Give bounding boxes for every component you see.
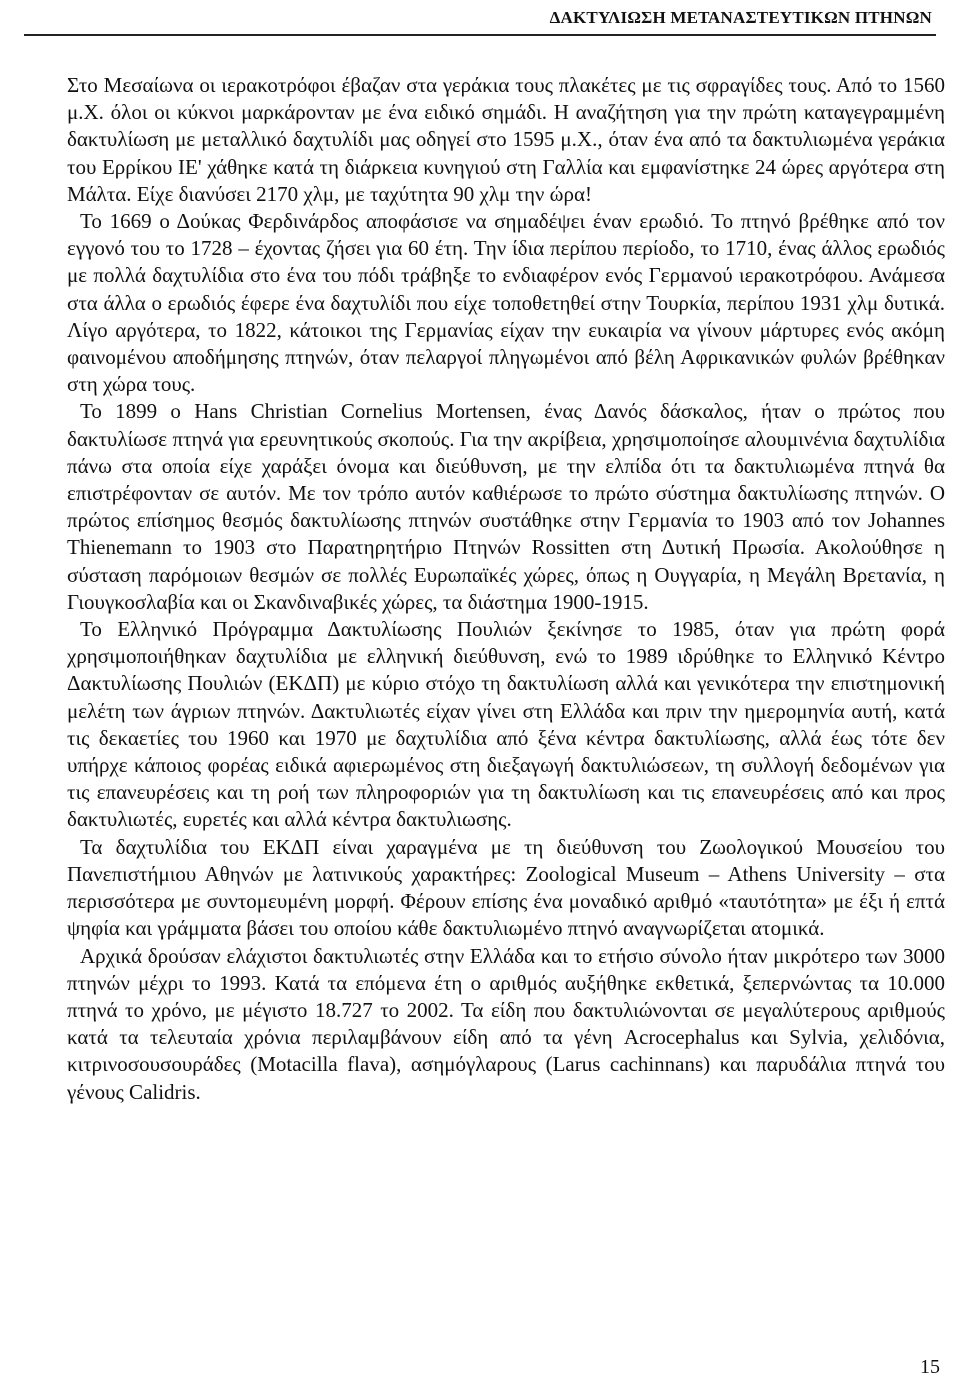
paragraph-ring-inscription: Τα δαχτυλίδια του ΕΚΔΠ είναι χαραγμένα με τη διεύθυνση του Ζωολογικού Μουσείου του Πανεπιστήμιου Αθηνών με λατινικούς χαρακτήρες: Zoological Museum – Athens University – στα περισσότερα με συντομευμένη μορφή. Φέρουν επίσης ένα μοναδικό αριθμό «ταυτότητα» με έξι ή επτά ψηφία και γράμματα βάσει του οποίου κάθε δακτυλιωμένο πτηνό αναγνωρίζεται ατομικά. bbox=[67, 834, 945, 941]
paragraph-mortensen: Το 1899 ο Hans Christian Cornelius Mortensen, ένας Δανός δάσκαλος, ήταν ο πρώτος που δακτυλίωσε πτηνά για ερευνητικούς σκοπούς. Για την ακρίβεια, χρησιμοποίησε αλουμινένια δαχτυλίδια πάνω στα οποία είχε χαράξει όνομα και διεύθυνση, με την ελπίδα ότι τα δακτυλιωμένα πτηνά θα επιστρέφονταν σε αυτόν. Με τον τρόπο αυτόν καθιέρωσε το πρώτο σύστημα δακτυλίωσης πτηνών. Ο πρώτος επίσημος θεσμός δακτυλίωσης πτηνών συστάθηκε στην Γερμανία το 1903 από τον Johannes Thienemann το 1903 στο Παρατηρητήριο Πτηνών Rossitten στη Δυτική Πρωσία. Ακολούθησε η σύσταση παρόμοιων θεσμών σε πολλές Ευρωπαϊκές χώρες, όπως η Ουγγαρία, η Μεγάλη Βρετανία, η Γιουγκοσλαβία και οι Σκανδιναβικές χώρες, τα διάστημα 1900-1915. bbox=[67, 399, 945, 614]
body-text bbox=[67, 72, 945, 1106]
paragraph-ringing-numbers: Αρχικά δρούσαν ελάχιστοι δακτυλιωτές στην Ελλάδα και το ετήσιο σύνολο ήταν μικρότερο των 3000 πτηνών μέχρι το 1993. Κατά τα επόμενα έτη ο αριθμός αυξήθηκε εκθετικά, ξεπερνώντας τα 10.000 πτηνά το χρόνο, με μέγιστο 18.727 το 2002. Τα είδη που δακτυλιώνονται σε μεγαλύτερους αριθμούς κατά τα τελευταία χρόνια περιλαμβάνουν είδη από τα γένη Acrocephalus και Sylvia, χελιδόνια, κιτρινοσουσουράδες (Motacilla flava), ασημόγλαρους (Larus cachinnans) και παρυδάλια πτηνά του γένους Calidris. bbox=[67, 943, 945, 1104]
paragraph-medieval-marking: Στο Μεσαίωνα οι ιερακοτρόφοι έβαζαν στα γεράκια τους πλακέτες με τις σφραγίδες τους. Από το 1560 μ.Χ. όλοι οι κύκνοι μαρκάρονταν με ένα ειδικό σημάδι. Η αναζήτηση για την πρώτη καταγεγραμμένη δακτυλίωση με μεταλλικό δαχτυλίδι μας οδηγεί στο 1595 μ.Χ., όταν ένα από τα δακτυλιωμένα γεράκια του Ερρίκου ΙΕ' χάθηκε κατά τη διάρκεια κυνηγιού στη Γαλλία και εμφανίστηκε 24 ώρες αργότερα στη Μάλτα. Είχε διανύσει 2170 χλμ, με ταχύτητα 90 χλμ την ώρα! bbox=[67, 73, 945, 206]
paragraph-early-records: Το 1669 ο Δούκας Φερδινάρδος αποφάσισε να σημαδέψει έναν ερωδιό. Το πτηνό βρέθηκε από τον εγγονό του το 1728 – έχοντας ζήσει για 60 έτη. Την ίδια περίπου περίοδο, το 1710, ένας άλλος ερωδιός με πολλά δαχτυλίδια στο ένα του πόδι τράβηξε το ενδιαφέρον ενός Γερμανού ιερακοτρόφου. Ανάμεσα στα άλλα ο ερωδιός έφερε ένα δαχτυλίδι που είχε τοποθετηθεί στην Τουρκία, περίπου 1931 χλμ δυτικά. Λίγο αργότερα, το 1822, κάτοικοι της Γερμανίας είχαν την ευκαιρία να γίνουν μάρτυρες ενός ακόμη φαινομένου αποδήμησης πτηνών, όταν πελαργοί πληγωμένοι από βέλη Αφρικανικών φυλών βρέθηκαν στη χώρα τους. bbox=[67, 209, 945, 397]
running-header: ΔΑΚΤΥΛΙΩΣΗ ΜΕΤΑΝΑΣΤΕΥΤΙΚΩΝ ΠΤΗΝΩΝ bbox=[549, 8, 932, 27]
header-rule bbox=[24, 34, 936, 36]
page-number: 15 bbox=[920, 1356, 940, 1378]
paragraph-greek-programme: Το Ελληνικό Πρόγραμμα Δακτυλίωσης Πουλιών ξεκίνησε το 1985, όταν για πρώτη φορά χρησιμοποιήθηκαν δαχτυλίδια με ελληνική διεύθυνση, ενώ το 1989 ιδρύθηκε το Ελληνικό Κέντρο Δακτυλίωσης Πουλιών (ΕΚΔΠ) με κύριο στόχο τη δακτυλίωση αλλά και γενικότερα την επιστημονική μελέτη των άγριων πτηνών. Δακτυλιωτές είχαν γίνει στη Ελλάδα και πριν την ημερομηνία αυτή, κατά τις δεκαετίες του 1960 και 1970 με δαχτυλίδια από ξένα κέντρα δακτυλίωσης, αλλά έως τότε δεν υπήρχε κάποιος φορέας ειδικά αφιερωμένος στη διεξαγωγή δακτυλιώσεων, τη συλλογή δεδομένων για τις επανευρέσεις και τη ροή των πληροφοριών για τη δακτυλίωση και τις επανευρέσεις από και προς δακτυλιωτές, ευρετές και αλλά κέντρα δακτυλιωσης. bbox=[67, 617, 945, 832]
